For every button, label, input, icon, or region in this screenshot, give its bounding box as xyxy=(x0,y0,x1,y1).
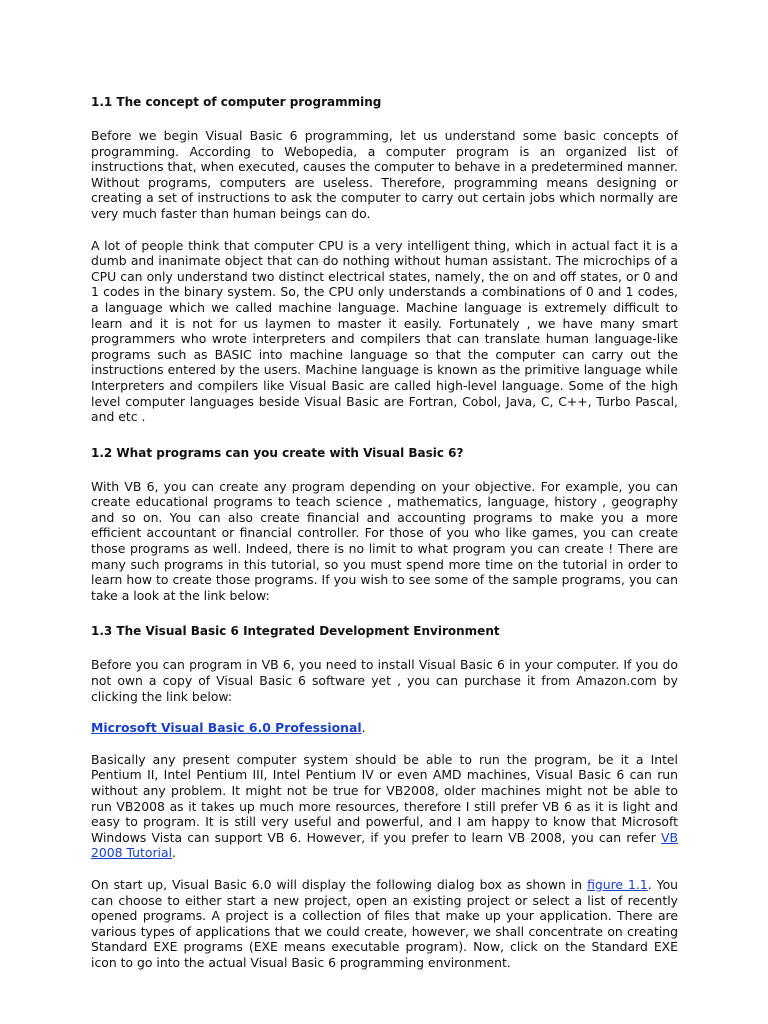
startup-text-end: . You can choose to either start a new project, open an existing project or select a list of recently opened programs. A project is a collection of files that make up your application. There are various types of applications that we could create, however, we shall concentrate on creating Standard EXE programs (EXE means executable program). Now, click on the Standard EXE icon to go into the actual Visual Basic 6 programming environment. xyxy=(91,876,678,970)
paragraph-system-requirements xyxy=(91,752,678,861)
paragraph-concept-intro: Before we begin Visual Basic 6 programming, let us understand some basic concepts of programming. According to Webopedia, a computer program is an organized list of instructions that, when executed, causes the computer to behave in a predetermined manner. Without programs, computers are useless. Therefore, programming means designing or creating a set of instructions to ask the computer to carry out certain jobs which normally are very much faster than human beings can do. xyxy=(91,128,678,221)
product-link-line xyxy=(91,720,678,736)
vb2008-tutorial-link[interactable]: VB 2008 Tutorial xyxy=(91,829,678,861)
section-heading-1-3: 1.3 The Visual Basic 6 Integrated Development Environment xyxy=(91,624,500,639)
section-heading-1-1: 1.1 The concept of computer programming xyxy=(91,95,382,109)
system-requirements-text: Basically any present computer system should be able to run the program, be it a Intel Pentium II, Intel Pentium III, Intel Pentium IV or even AMD machines, Visual Basic 6 can run without any problem. It might not be true for VB2008, older machines might not be able to run VB2008 as it takes up much more resources, therefore I still prefer VB 6 as it is light and easy to program. It is still very useful and powerful, and I am happy to know that Microsoft Windows Vista can support VB 6. However, if you prefer to learn VB 2008, you can refer xyxy=(91,751,678,845)
product-link[interactable]: Microsoft Visual Basic 6.0 Professional xyxy=(91,720,362,736)
document-page xyxy=(91,94,678,971)
section-heading-1-2: 1.2 What programs can you create with Visual Basic 6? xyxy=(91,445,464,460)
paragraph-vb6-programs: With VB 6, you can create any program depending on your objective. For example, you can create educational programs to teach science , mathematics, language, history , geography and so on. You can also create financial and accounting programs to make you a more efficient accountant or financial controller. For those of you who like games, you can create those programs as well. Indeed, there is no limit to what program you can create ! There are many such programs in this tutorial, so you must spend more time on the tutorial in order to learn how to create those programs. If you wish to see some of the sample programs, you can take a look at the link below: xyxy=(91,478,678,603)
paragraph-startup-dialog xyxy=(91,877,678,971)
paragraph-cpu-machine-language: A lot of people think that computer CPU is a very intelligent thing, which in actual fact it is a dumb and inanimate object that can do nothing without human assistant. The microchips of a CPU can only understand two distinct electrical states, namely, the on and off states, or 0 and 1 codes in the binary system. So, the CPU only understands a combinations of 0 and 1 codes, a language which we called machine language. Machine language is extremely difficult to learn and it is not for us laymen to master it easily. Fortunately , we have many smart programmers who wrote interpreters and compilers that can translate human language-like programs such as BASIC into machine language so that the computer can carry out the instructions entered by the users. Machine language is known as the primitive language while Interpreters and compilers like Visual Basic are called high-level language. Some of the high level computer languages beside Visual Basic are Fortran, Cobol, Java, C, C++, Turbo Pascal, and etc . xyxy=(91,237,678,425)
paragraph-install-vb6: Before you can program in VB 6, you need to install Visual Basic 6 in your computer. If you do not own a copy of Visual Basic 6 software yet , you can purchase it from Amazon.com by clicking the link below: xyxy=(91,657,678,704)
system-requirements-end: . xyxy=(172,845,176,861)
figure-link[interactable]: figure 1.1 xyxy=(587,876,648,892)
product-link-period: . xyxy=(361,720,366,736)
startup-text-start: On start up, Visual Basic 6.0 will display the following dialog box as shown in xyxy=(91,876,588,892)
